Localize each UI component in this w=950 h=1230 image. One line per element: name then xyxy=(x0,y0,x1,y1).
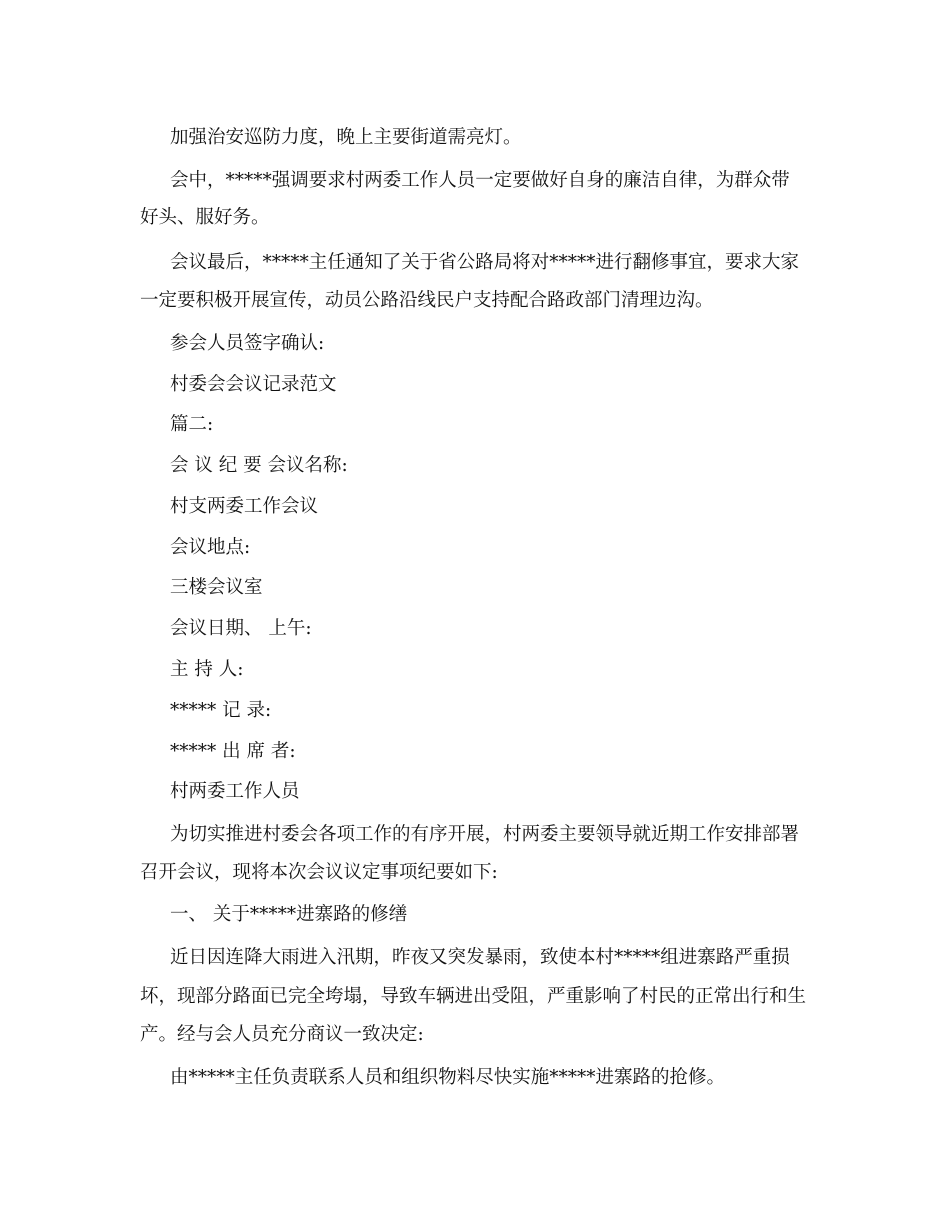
heading-line: 村委会会议记录范文 xyxy=(170,374,337,395)
meeting-date-label: 会议日期、 上午: xyxy=(170,618,312,639)
paragraph-line: 一定要积极开展宣传，动员公路沿线民户支持配合路政部门清理边沟。 xyxy=(140,290,714,311)
paragraph-line: 产。经与会人员充分商议一致决定: xyxy=(140,1024,424,1045)
paragraph-line: 由*****主任负责联系人员和组织物料尽快实施*****进寨路的抢修。 xyxy=(170,1067,726,1088)
paragraph-line: 近日因连降大雨进入汛期，昨夜又突发暴雨，致使本村*****组进寨路严重损 xyxy=(170,947,790,968)
paragraph-line: 会中，*****强调要求村两委工作人员一定要做好自身的廉洁自律，为群众带 xyxy=(170,170,790,191)
paragraph-line: 召开会议，现将本次会议议定事项纪要如下: xyxy=(140,862,498,883)
attendees-value: 村两委工作人员 xyxy=(170,781,300,802)
meeting-location-label: 会议地点: xyxy=(170,537,251,558)
host-label: 主 持 人: xyxy=(170,659,244,680)
paragraph-line: 参会人员签字确认: xyxy=(170,333,325,354)
paragraph-line: 加强治安巡防力度，晚上主要街道需亮灯。 xyxy=(170,127,522,148)
meeting-location-value: 三楼会议室 xyxy=(170,577,263,598)
paragraph-line: 为切实推进村委会各项工作的有序开展，村两委主要领导就近期工作安排部署 xyxy=(170,824,800,845)
meeting-name-value: 村支两委工作会议 xyxy=(170,496,319,517)
attendees-label: ***** 出 席 者: xyxy=(170,741,296,762)
paragraph-line: 好头、服好务。 xyxy=(140,207,270,228)
paragraph-line: 坏，现部分路面已完全垮塌，导致车辆进出受阻，严重影响了村民的正常出行和生 xyxy=(140,986,807,1007)
paragraph-line: 会议最后，*****主任通知了关于省公路局将对*****进行翻修事宜，要求大家 xyxy=(170,252,800,273)
section-label: 篇二: xyxy=(170,414,214,435)
minutes-title: 会 议 纪 要 会议名称: xyxy=(170,455,348,476)
item-heading: 一、 关于*****进寨路的修缮 xyxy=(170,904,408,925)
recorder-label: ***** 记 录: xyxy=(170,700,272,721)
